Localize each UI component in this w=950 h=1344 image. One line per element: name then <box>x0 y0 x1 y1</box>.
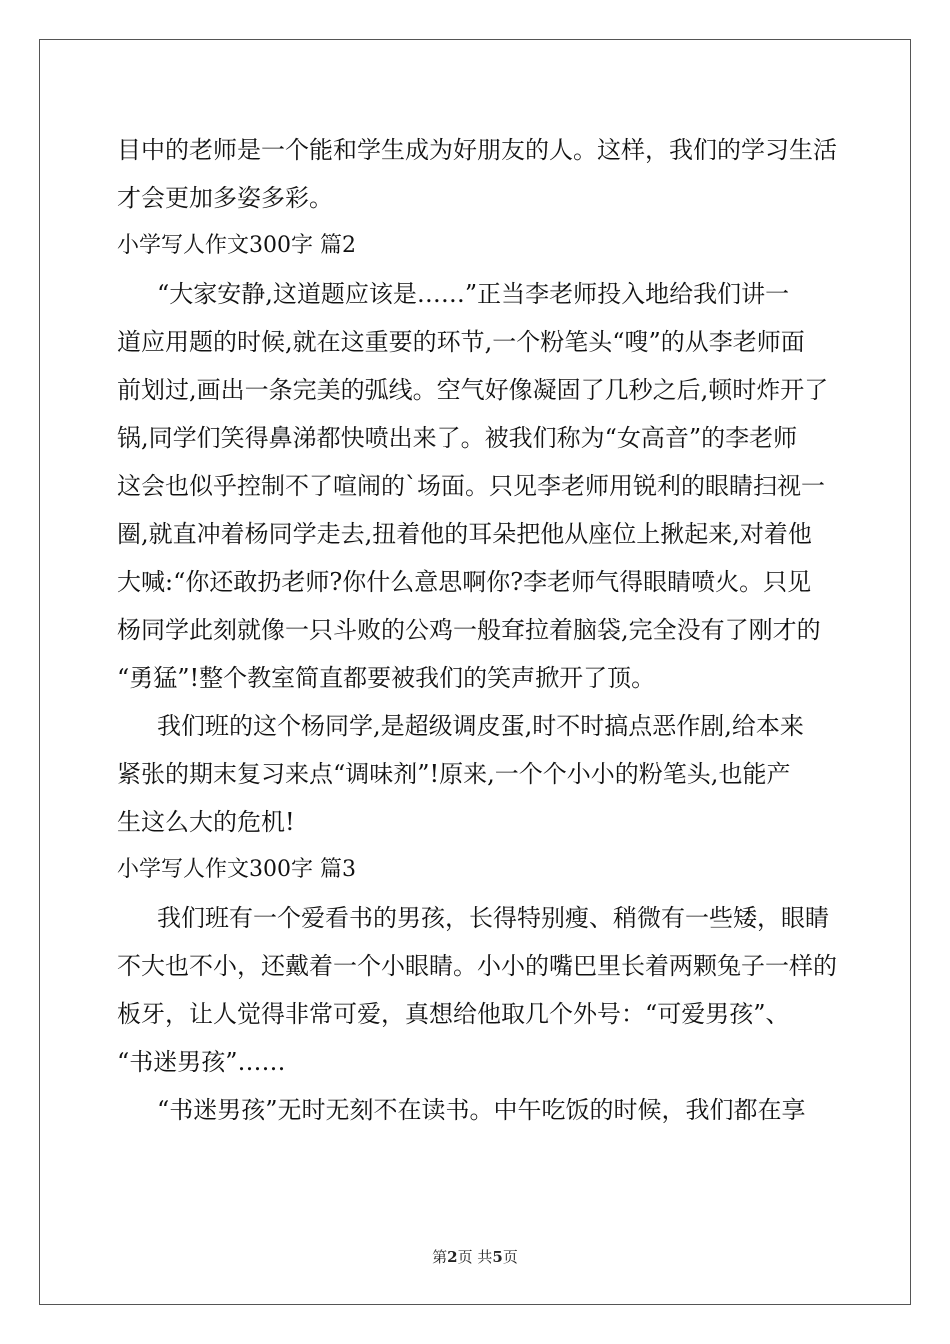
text-line-7: 锅,同学们笑得鼻涕都快喷出来了。被我们称为“女高音”的李老师 <box>117 424 798 452</box>
text-line-11: 杨同学此刻就像一只斗败的公鸡一般耷拉着脑袋,完全没有了刚才的 <box>117 616 821 644</box>
footer-total-pages: 5 <box>492 1248 503 1266</box>
text-line-2: 才会更加多姿多彩。 <box>117 184 333 212</box>
text-line-17: 我们班有一个爱看书的男孩，长得特别瘦、稍微有一些矮，眼睛 <box>157 904 829 932</box>
text-line-13: 我们班的这个杨同学,是超级调皮蛋,时不时搞点恶作剧,给本来 <box>157 712 804 740</box>
text-line-21: “书迷男孩”无时无刻不在读书。中午吃饭的时候，我们都在享 <box>157 1096 806 1124</box>
text-line-10: 大喊:“你还敢扔老师?你什么意思啊你?李老师气得眼睛喷火。只见 <box>117 568 812 596</box>
footer-prefix: 第 <box>432 1248 448 1266</box>
text-line-14: 紧张的期末复习来点“调味剂”!原来,一个个小小的粉笔头,也能产 <box>117 760 791 788</box>
text-line-8: 这会也似乎控制不了喧闹的`场面。只见李老师用锐利的眼睛扫视一 <box>117 472 825 500</box>
text-line-6: 前划过,画出一条完美的弧线。空气好像凝固了几秒之后,顿时炸开了 <box>117 376 829 404</box>
footer-middle: 页 共 <box>457 1248 493 1266</box>
text-line-19: 板牙，让人觉得非常可爱，真想给他取几个外号：“可爱男孩”、 <box>117 1000 790 1028</box>
text-line-12: “勇猛”!整个教室简直都要被我们的笑声掀开了顶。 <box>117 664 656 692</box>
text-line-4: “大家安静,这道题应该是……”正当李老师投入地给我们讲一 <box>157 280 790 308</box>
footer-suffix: 页 <box>502 1248 518 1266</box>
text-line-1: 目中的老师是一个能和学生成为好朋友的人。这样，我们的学习生活 <box>117 136 837 164</box>
text-line-18: 不大也不小，还戴着一个小眼睛。小小的嘴巴里长着两颗兔子一样的 <box>117 952 837 980</box>
section-heading-2: 小学写人作文300字 篇2 <box>117 233 356 258</box>
page-footer <box>0 1246 950 1267</box>
footer-current-page: 2 <box>447 1248 458 1266</box>
text-line-20: “书迷男孩”…… <box>117 1048 286 1076</box>
text-line-5: 道应用题的时候,就在这重要的环节,一个粉笔头“嗖”的从李老师面 <box>117 328 805 356</box>
section-heading-3: 小学写人作文300字 篇3 <box>117 857 356 882</box>
text-line-9: 圈,就直冲着杨同学走去,扭着他的耳朵把他从座位上揪起来,对着他 <box>117 520 812 548</box>
document-body <box>117 126 837 1134</box>
text-line-15: 生这么大的危机! <box>117 808 295 836</box>
